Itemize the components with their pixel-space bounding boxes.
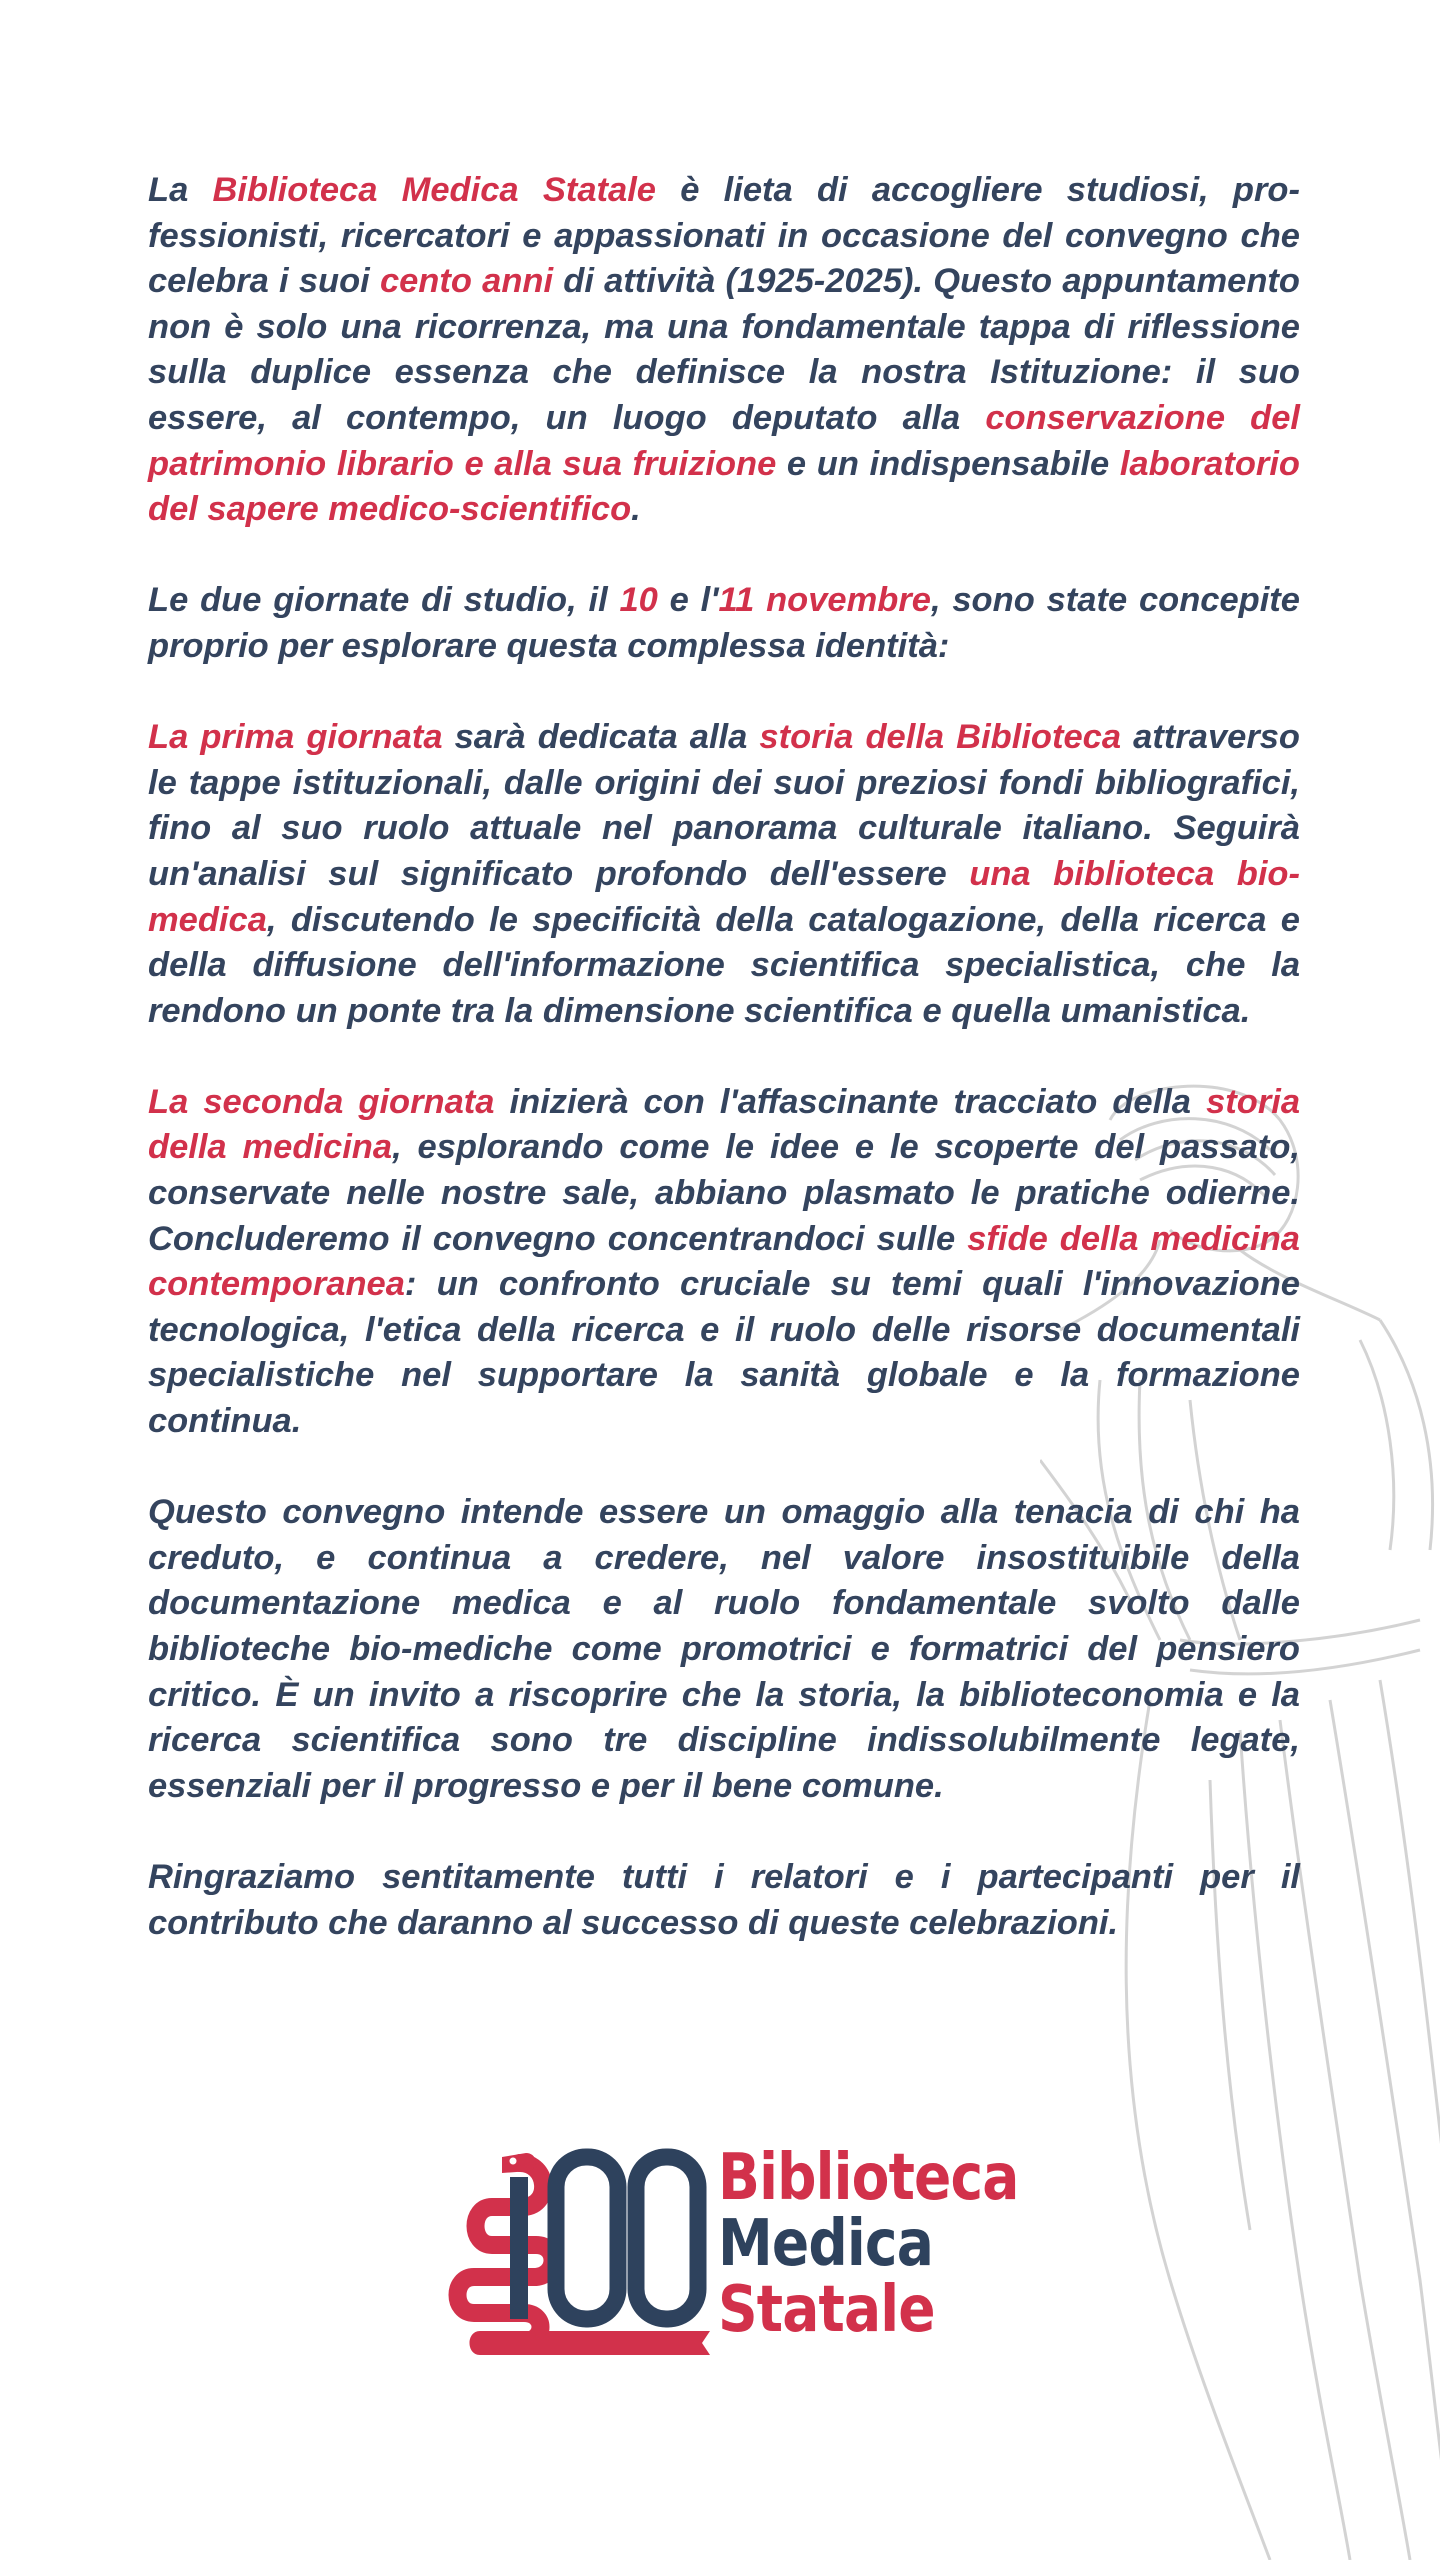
logo xyxy=(440,2141,1020,2375)
highlighted-text: 11 novembre xyxy=(718,581,931,620)
paragraph xyxy=(148,1855,1300,1946)
body-text: Questo convegno intende essere un omaggio alla tenacia di chi ha creduto, e continua a credere, nel valore insostituibile della documentazione medica e al ruolo fondamentale svolto dalle biblioteche bio-mediche come promotrici e formatrici del pensiero critico. È un invito a riscoprire che la storia, la biblioteconomia e la ricerca scientifica sono tre discipline indissolubilmente legate, essenziali per il progresso e per il bene comune. xyxy=(148,1493,1300,1805)
logo-line-biblioteca: Biblioteca xyxy=(718,2141,1019,2215)
snake-staff-icon xyxy=(440,2145,720,2375)
highlighted-text: storia della medicina xyxy=(148,1082,1301,1167)
body-text: attraverso le tappe istituzionali, dalle origini dei suoi preziosi fondi bibliografici, fino al suo ruolo attuale nel panorama culturale italiano. Seguirà un'analisi sul significato profondo dell'essere xyxy=(148,718,1300,893)
body-text: inizierà con l'affascinante tracciato della xyxy=(494,1082,1207,1121)
body-text: La xyxy=(148,171,213,209)
logo-line-medica: Medica xyxy=(718,2207,933,2281)
paragraph xyxy=(148,1490,1300,1809)
paragraph xyxy=(148,578,1300,669)
highlighted-text: La prima giornata xyxy=(148,718,443,757)
logo-wordmark xyxy=(718,2141,1019,2347)
highlighted-text: cento anni xyxy=(379,262,554,301)
body-text: : un confronto cruciale su temi quali l'innovazione tecnologica, l'etica della ricerca e il ruolo delle risorse documentali specialistiche nel supportare la sanità globale e la formazione continua. xyxy=(148,1265,1300,1441)
body-text: e l' xyxy=(657,581,719,620)
body-text: , sono state concepite proprio per esplorare questa complessa identità: xyxy=(148,581,1300,665)
paragraph xyxy=(148,715,1300,1034)
body-text: . xyxy=(631,490,641,529)
highlighted-text: Biblioteca Medica Statale xyxy=(212,171,656,209)
highlighted-text: storia della Biblioteca xyxy=(759,718,1122,757)
highlighted-text: sfide della medicina contemporanea xyxy=(148,1219,1300,1304)
highlighted-text: 10 xyxy=(619,581,658,620)
body-text: è lieta di accogliere studiosi, professionisti, ricercatori e appassionati in occasione del convegno che celebra i suoi xyxy=(148,171,1300,301)
body-text: , esplorando come le idee e le scoperte del passato, conservate nelle nostre sale, abbiano plasmato le pratiche odierne. Concluderemo il convegno concentrandoci sulle xyxy=(148,1128,1300,1258)
body-text: di attività (1925-2025). Questo appuntamento non è solo una ricorrenza, ma una fondamentale tappa di riflessione sulla duplice essenza che definisce la nostra Istituzione: il suo essere, al contempo, un luogo deputato alla xyxy=(148,262,1300,437)
announcement-text xyxy=(148,168,1300,1992)
highlighted-text: conservazione del patrimonio librario e alla sua fruizione xyxy=(148,398,1300,483)
highlighted-text: laboratorio del sapere medico-scientifico xyxy=(148,444,1301,529)
logo-line-statale: Statale xyxy=(718,2273,935,2347)
body-text: sarà dedicata alla xyxy=(442,718,760,757)
highlighted-text: una biblioteca bio-medica xyxy=(148,854,1300,939)
highlighted-text: La seconda giornata xyxy=(148,1082,495,1121)
body-text: Le due giornate di studio, il xyxy=(148,581,620,620)
body-text: Ringraziamo sentitamente tutti i relatori e i partecipanti per il contributo che daranno al successo di queste celebrazioni. xyxy=(148,1857,1300,1942)
paragraph xyxy=(148,168,1300,533)
body-text: e un indispensabile xyxy=(776,444,1120,483)
body-text: , discutendo le specificità della catalogazione, della ricerca e della diffusione dell'informazione scientifica specialistica, che la rendono un ponte tra la dimensione scientifica e quella umanistica. xyxy=(148,900,1300,1030)
paragraph xyxy=(148,1080,1300,1445)
